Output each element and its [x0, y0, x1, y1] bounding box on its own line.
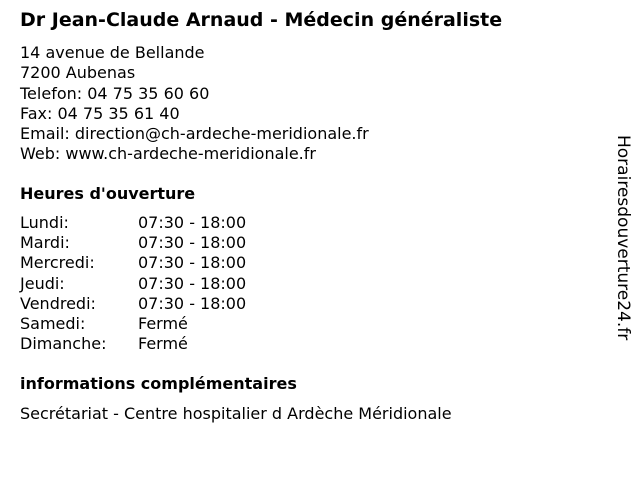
day-label: Vendredi: [20, 293, 96, 313]
additional-info-text: Secrétariat - Centre hospitalier d Ardèche Méridionale [20, 404, 452, 423]
watermark [613, 135, 633, 370]
day-hours: 07:30 - 18:00 [138, 253, 247, 273]
email-line: Email: direction@ch-ardeche-meridionale.fr [20, 124, 369, 144]
fax-line: Fax: 04 75 35 61 40 [20, 103, 180, 123]
day-hours: 07:30 - 18:00 [138, 213, 247, 232]
day-hours: 07:30 - 18:00 [138, 273, 247, 293]
web-line: Web: www.ch-ardeche-meridionale.fr [20, 144, 316, 164]
day-hours: Fermé [138, 313, 188, 333]
day-label: Jeudi: [20, 273, 65, 293]
day-hours: 07:30 - 18:00 [138, 293, 247, 313]
day-label: Mardi: [20, 233, 70, 253]
page-title: Dr Jean-Claude Arnaud - Médecin généraliste [20, 9, 503, 31]
day-label: Dimanche: [20, 334, 107, 354]
address-line-1: 14 avenue de Bellande [20, 43, 205, 62]
day-hours: Fermé [138, 334, 188, 354]
address-line-2: 7200 Aubenas [20, 63, 136, 83]
additional-info-heading: informations complémentaires [20, 374, 297, 393]
contact-block [20, 43, 369, 165]
day-label: Lundi: [20, 213, 69, 232]
day-label: Samedi: [20, 313, 86, 333]
day-hours: 07:30 - 18:00 [138, 233, 247, 253]
watermark-text: Horairesdouverture24.fr [613, 135, 633, 341]
day-label: Mercredi: [20, 253, 95, 273]
opening-hours-heading: Heures d'ouverture [20, 184, 196, 203]
phone-line: Telefon: 04 75 35 60 60 [20, 83, 210, 103]
